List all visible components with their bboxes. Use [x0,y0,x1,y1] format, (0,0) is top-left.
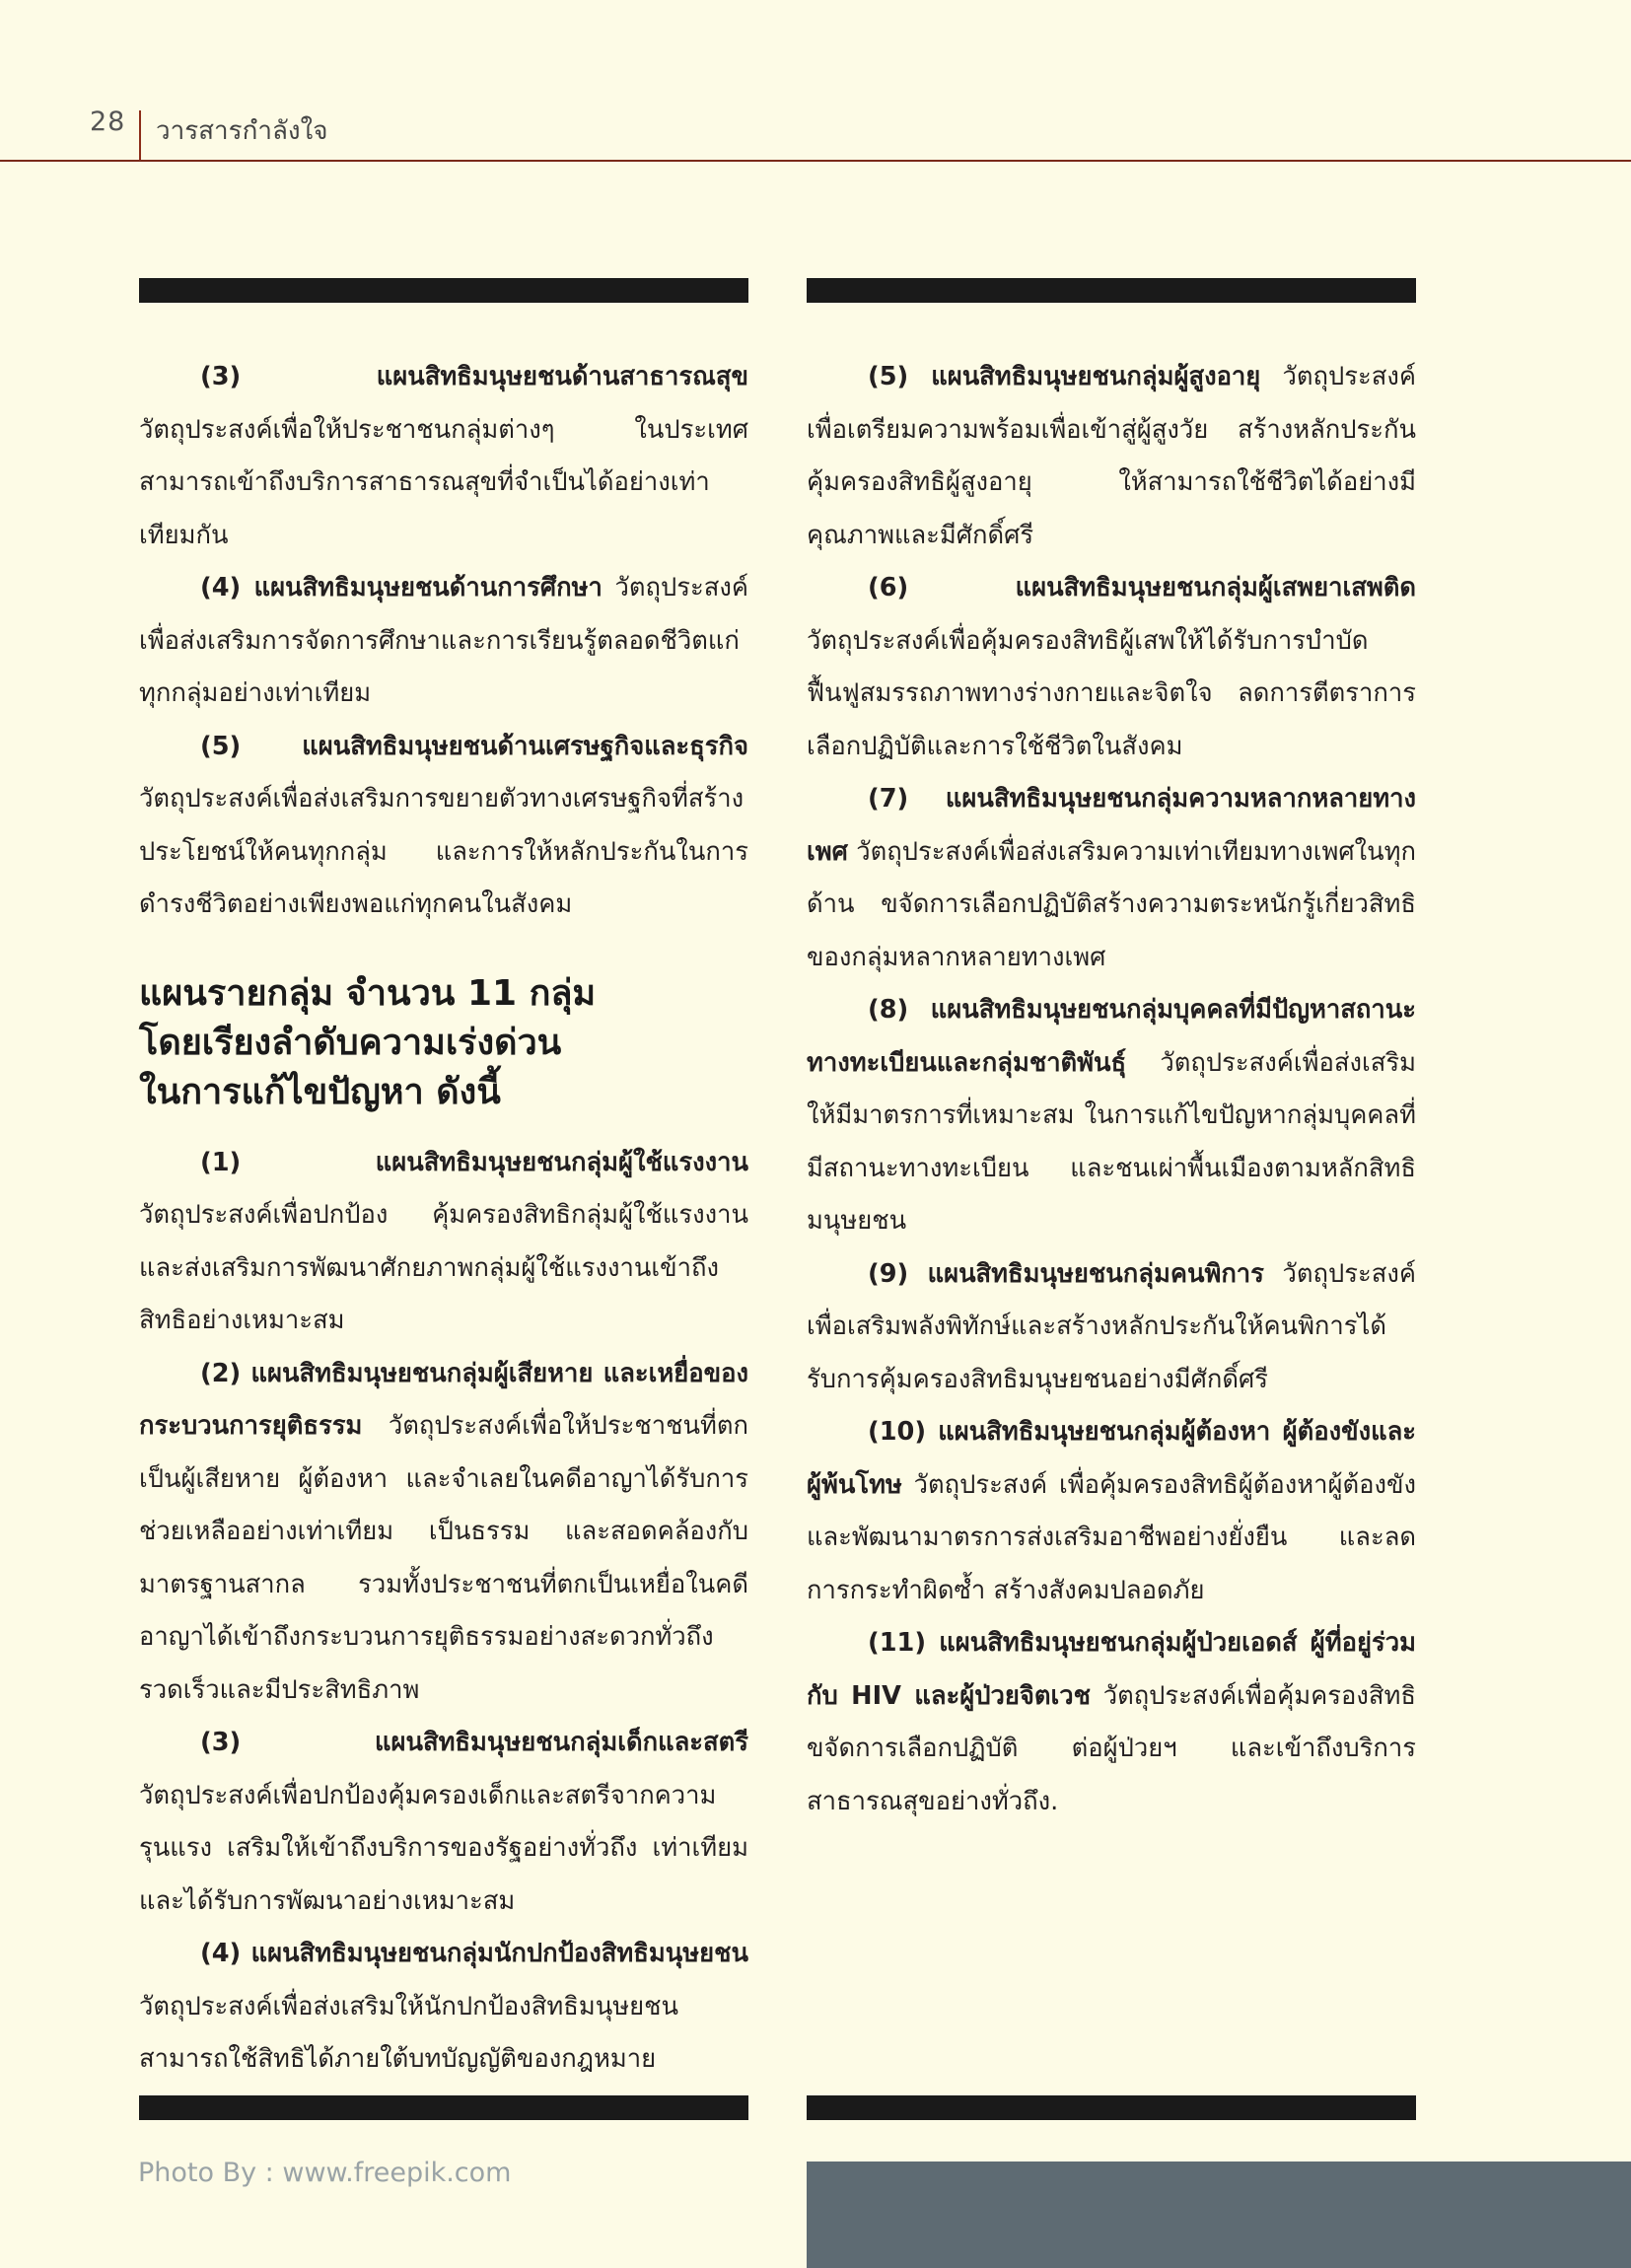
paragraph [807,1617,1416,1828]
paragraph-text: วัตถุประสงค์เพื่อคุ้มครองสิทธิขจัดการเลือกปฏิบัติ ต่อผู้ป่วยฯ และเข้าถึงบริการสาธารณสุขอย่างทั่วถึง. [807,1680,1416,1816]
right-bottom-bar [807,2095,1416,2120]
heading-line: แผนรายกลุ่ม จำนวน 11 กลุ่ม [139,972,597,1014]
paragraph-text: วัตถุประสงค์เพื่อส่งเสริมให้มีมาตรการที่เหมาะสม ในการแก้ไขปัญหากลุ่มบุคคลที่มีสถานะทางทะเบียน และชนเผ่าพื้นเมืองตามหลักสิทธิมนุษยชน [807,1047,1416,1236]
paragraph-title: (5) แผนสิทธิมนุษยชนกลุ่มผู้สูงอายุ [868,362,1261,391]
paragraph [807,773,1416,984]
paragraph-title: (4) แผนสิทธิมนุษยชนด้านการศึกษา [200,573,603,602]
paragraph [139,1717,748,1928]
paragraph-text: วัตถุประสงค์เพื่อปกป้องคุ้มครองเด็กและสตรีจากความรุนแรง เสริมให้เข้าถึงบริการของรัฐอย่างทั่วถึง เท่าเทียม และได้รับการพัฒนาอย่างเหมาะสม [139,1780,748,1916]
paragraph-title: (1) แผนสิทธิมนุษยชนกลุ่มผู้ใช้แรงงาน [200,1147,748,1177]
footer-gray-block [807,2162,1631,2268]
paragraph-title: (2) แผนสิทธิมนุษยชนกลุ่มผู้เสียหาย และเหยื่อของกระบวนการยุติธรรม [139,1358,748,1441]
right-top-bar [807,278,1416,303]
paragraph-title: (8) แผนสิทธิมนุษยชนกลุ่มบุคคลที่มีปัญหาสถานะ ทางทะเบียนและกลุ่มชาติพันธุ์ [807,995,1416,1078]
left-top-bar [139,278,748,303]
paragraph-title: (3) แผนสิทธิมนุษยชนกลุ่มเด็กและสตรี [200,1728,748,1757]
heading-line: โดยเรียงลำดับความเร่งด่วน [139,1022,562,1063]
paragraph [139,721,748,932]
paragraph-text: วัตถุประสงค์เพื่อส่งเสริมความเท่าเทียมทางเพศในทุกด้าน ขจัดการเลือกปฏิบัติสร้างความตระหนักรู้เกี่ยวสิทธิของกลุ่มหลากหลายทางเพศ [807,836,1416,972]
paragraph [807,1248,1416,1407]
paragraph [139,562,748,721]
page-number: 28 [90,106,126,137]
paragraph [139,1348,748,1718]
paragraph-text: วัตถุประสงค์เพื่อเตรียมความพร้อมเพื่อเข้าสู่ผู้สูงวัย สร้างหลักประกันคุ้มครองสิทธิผู้สูงอายุ ให้สามารถใช้ชีวิตได้อย่างมีคุณภาพและมีศักดิ์ศรี [807,362,1417,550]
paragraph [807,1406,1416,1617]
paragraph-title: (6) แผนสิทธิมนุษยชนกลุ่มผู้เสพยาเสพติด [868,573,1416,602]
paragraph-text: วัตถุประสงค์เพื่อส่งเสริมการจัดการศึกษาและการเรียนรู้ตลอดชีวิตแก่ทุกกลุ่มอย่างเท่าเทียม [139,573,749,708]
paragraph [139,1137,748,1348]
paragraph-title: (4) แผนสิทธิมนุษยชนกลุ่มนักปกป้องสิทธิมนุษยชน [200,1939,748,1968]
header-divider [139,110,141,160]
paragraph [139,351,748,562]
paragraph [807,984,1416,1248]
paragraph-title: (10) แผนสิทธิมนุษยชนกลุ่มผู้ต้องหา ผู้ต้องขังและผู้พ้นโทษ [807,1417,1416,1500]
paragraph-title: (5) แผนสิทธิมนุษยชนด้านเศรษฐกิจและธุรกิจ [200,731,748,761]
paragraph-title: (9) แผนสิทธิมนุษยชนกลุ่มคนพิการ [868,1258,1264,1289]
left-column [139,351,748,2087]
paragraph-title: (7) แผนสิทธิมนุษยชนกลุ่มความหลากหลายทางเพศ [807,784,1416,867]
right-column [807,351,1416,1828]
paragraph-text: วัตถุประสงค์เพื่อส่งเสริมให้นักปกป้องสิทธิมนุษยชนสามารถใช้สิทธิได้ภายใต้บทบัญญัติของกฎหมาย [139,1991,678,2074]
paragraph-text: วัตถุประสงค์เพื่อส่งเสริมการขยายตัวทางเศรษฐกิจที่สร้างประโยชน์ให้คนทุกกลุ่ม และการให้หลักประกันในการดำรงชีวิตอย่างเพียงพอแก่ทุกคนในสังคม [139,784,748,919]
paragraph [807,351,1416,562]
section-heading [139,969,748,1117]
journal-name: วารสารกำลังใจ [156,116,328,146]
photo-credit: Photo By : www.freepik.com [138,2158,512,2188]
paragraph [807,562,1416,773]
paragraph-title: (11) แผนสิทธิมนุษยชนกลุ่มผู้ป่วยเอดส์ ผู้ที่อยู่ร่วมกับ HIV และผู้ป่วยจิตเวช [807,1628,1416,1711]
paragraph-text: วัตถุประสงค์ เพื่อคุ้มครองสิทธิผู้ต้องหาผู้ต้องขัง และพัฒนามาตรการส่งเสริมอาชีพอย่างยั่งยืน และลดการกระทำผิดซ้ำ สร้างสังคมปลอดภัย [807,1469,1416,1605]
heading-line: ในการแก้ไขปัญหา ดังนี้ [139,1071,501,1112]
paragraph-text: วัตถุประสงค์เพื่อปกป้อง คุ้มครองสิทธิกลุ่มผู้ใช้แรงงาน และส่งเสริมการพัฒนาศักยภาพกลุ่มผู้ใช้แรงงานเข้าถึงสิทธิอย่างเหมาะสม [139,1200,748,1335]
left-bottom-bar [139,2095,748,2120]
paragraph-text: วัตถุประสงค์เพื่อคุ้มครองสิทธิผู้เสพให้ได้รับการบำบัดฟื้นฟูสมรรถภาพทางร่างกายและจิตใจ ลดการตีตราการเลือกปฏิบัติและการใช้ชีวิตในสังคม [807,625,1416,761]
paragraph [139,1928,748,2087]
header-rule [0,160,1631,162]
paragraph-text: วัตถุประสงค์เพื่อเสริมพลังพิทักษ์และสร้างหลักประกันให้คนพิการได้รับการคุ้มครองสิทธิมนุษยชนอย่างมีศักดิ์ศรี [807,1258,1417,1394]
paragraph-text: วัตถุประสงค์เพื่อให้ประชาชนที่ตกเป็นผู้เสียหาย ผู้ต้องหา และจำเลยในคดีอาญาได้รับการช่วยเหลืออย่างเท่าเทียม เป็นธรรม และสอดคล้องกับมาตรฐานสากล รวมทั้งประชาชนที่ตกเป็นเหยื่อในคดีอาญาได้เข้าถึงกระบวนการยุติธรรมอย่างสะดวกทั่วถึง รวดเร็วและมีประสิทธิภาพ [139,1411,748,1705]
paragraph-text: วัตถุประสงค์เพื่อให้ประชาชนกลุ่มต่างๆ ในประเทศ สามารถเข้าถึงบริการสาธารณสุขที่จำเป็นได้อย่างเท่าเทียมกัน [139,414,748,550]
paragraph-title: (3) แผนสิทธิมนุษยชนด้านสาธารณสุข [200,362,748,391]
